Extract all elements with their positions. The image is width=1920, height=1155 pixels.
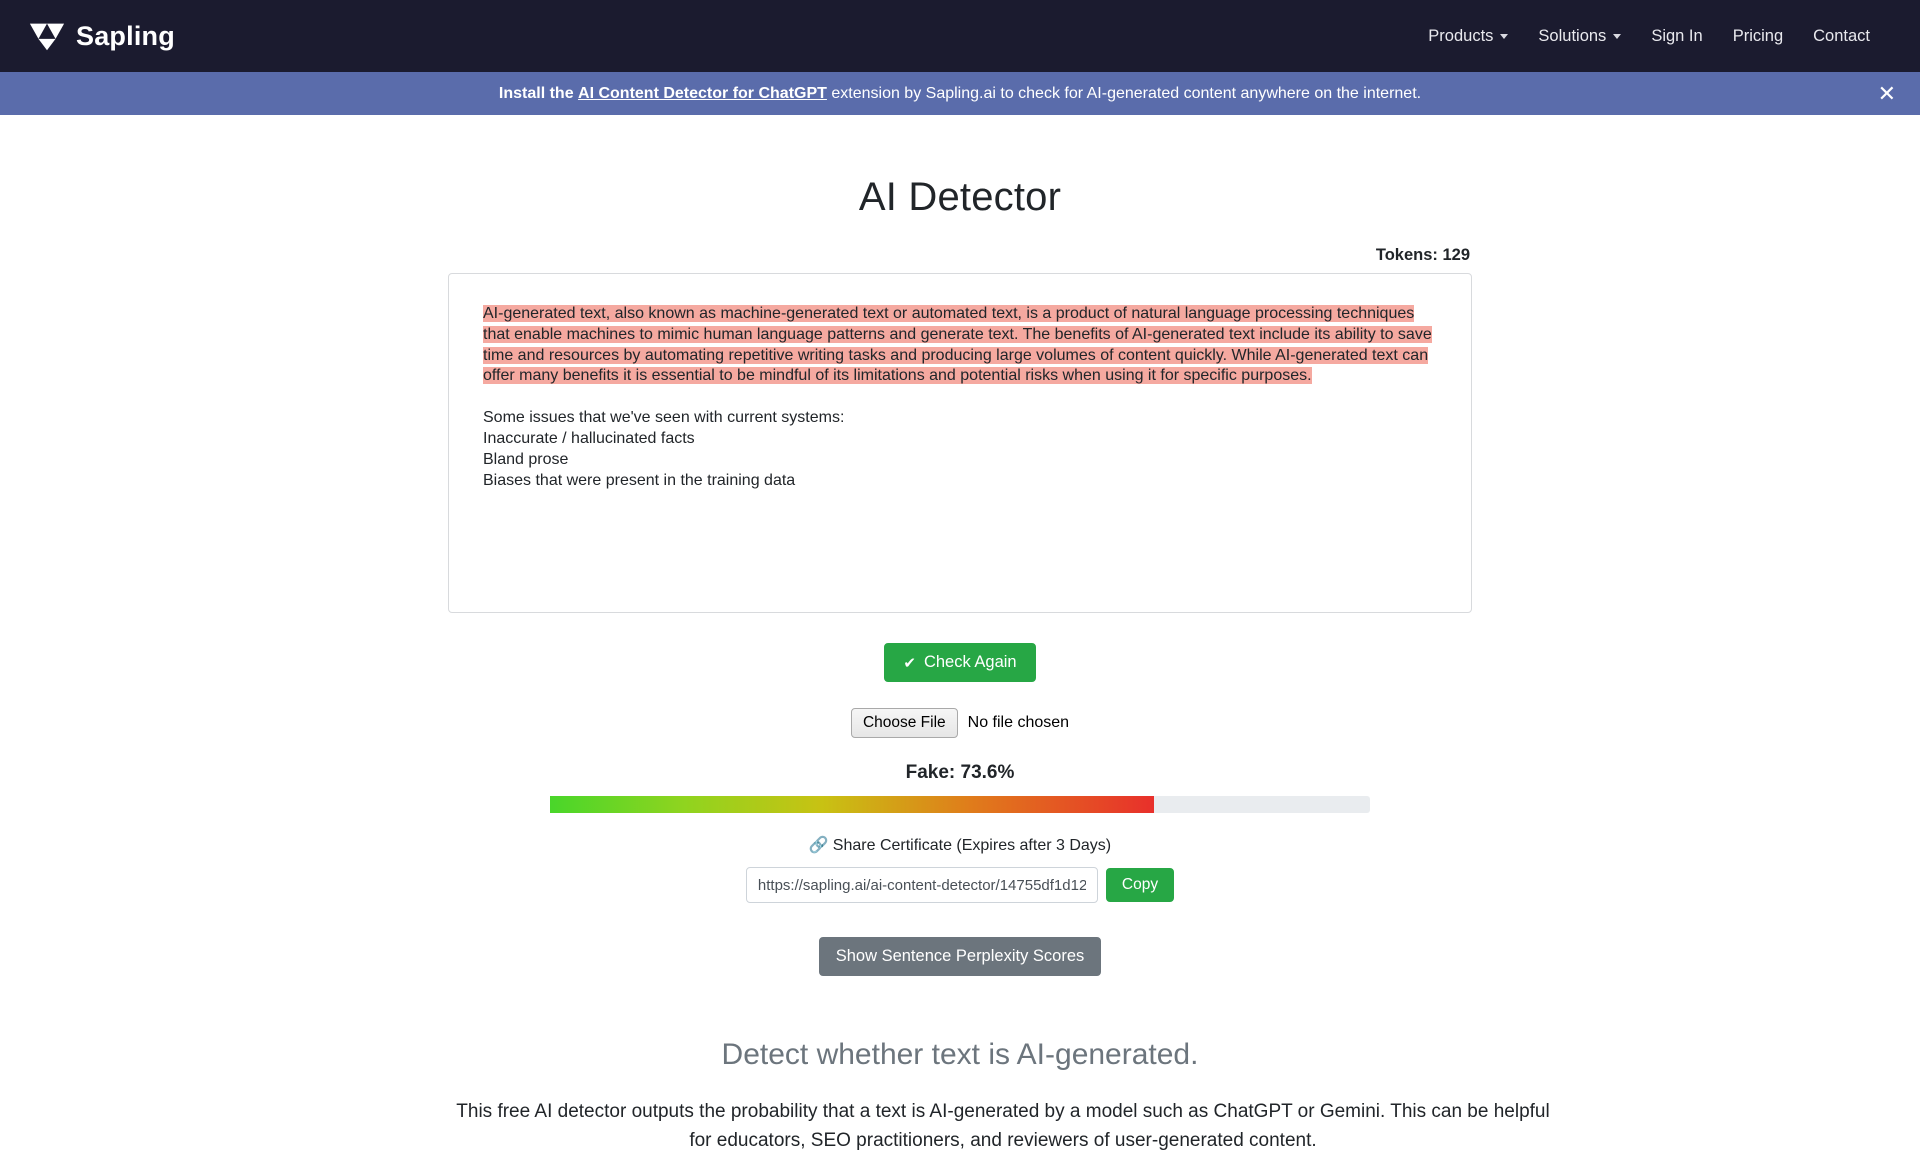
editor-line-1: Some issues that we've seen with current systems: <box>483 409 845 427</box>
share-url-row <box>448 867 1472 903</box>
promo-prefix: Install the <box>498 84 579 102</box>
promo-banner <box>0 72 1920 115</box>
link-icon: 🔗 <box>808 837 829 854</box>
nav-item-contact[interactable]: Contact <box>1813 26 1870 45</box>
fake-score-label: Fake: 73.6% <box>905 762 1015 783</box>
promo-extension-link[interactable]: AI Content Detector for ChatGPT <box>578 84 827 102</box>
editor-highlighted-paragraph <box>483 304 1437 387</box>
score-progress-fill <box>550 796 1154 813</box>
nav-item-solutions[interactable] <box>1538 27 1621 46</box>
nav-item-sign-in[interactable]: Sign In <box>1651 26 1703 45</box>
show-sentence-perplexity-button[interactable]: Show Sentence Perplexity Scores <box>819 937 1102 976</box>
promo-suffix: extension by Sapling.ai to check for AI-generated content anywhere on the internet. <box>826 84 1422 102</box>
file-upload-row <box>448 708 1472 738</box>
editor-line-2: Inaccurate / hallucinated facts <box>483 429 695 447</box>
perplexity-button-row <box>448 903 1472 976</box>
nav-links <box>1428 27 1892 46</box>
brand-name: Sapling <box>76 20 175 51</box>
editor-line-3: Bland prose <box>483 450 569 468</box>
top-navbar <box>0 0 1920 72</box>
ai-highlight-span: AI-generated text, also known as machine-generated text or automated text, is a product of natural language processing techniques that enable machines to mimic human language patterns and generate text. The benefits of AI-generated text include its ability to save time and resources by automating repetitive writing tasks and producing large volumes of content quickly. While AI-generated text can offer many benefits it is essential to be mindful of its limitations and potential risks when using it for specific purposes. <box>483 305 1432 385</box>
check-icon: ✔ <box>903 654 916 672</box>
sapling-leaf-icon <box>28 19 66 53</box>
page-content <box>0 115 1920 1155</box>
choose-file-button[interactable]: Choose File <box>851 708 958 738</box>
nav-item-products[interactable] <box>1428 27 1508 46</box>
check-again-label: Check Again <box>923 653 1017 671</box>
check-again-button[interactable] <box>884 643 1035 682</box>
footer-heading: Detect whether text is AI-generated. <box>721 1038 1199 1071</box>
chevron-down-icon <box>1613 34 1621 39</box>
share-url-input[interactable] <box>746 867 1098 903</box>
check-button-row <box>448 613 1472 682</box>
promo-banner-text <box>499 85 1421 103</box>
brand-logo-link[interactable] <box>28 19 175 53</box>
footer-body: This free AI detector outputs the probability that a text is AI-generated by a model such as ChatGPT or Gemini. This can be helpful for educators, SEO practitioners, and reviewers of user-generated content. <box>456 1101 1550 1151</box>
score-progress-bar <box>550 796 1370 813</box>
chevron-down-icon <box>1500 34 1508 39</box>
nav-item-solutions-label: Solutions <box>1538 26 1607 45</box>
nav-item-pricing[interactable]: Pricing <box>1732 26 1784 45</box>
copy-button[interactable]: Copy <box>1106 868 1174 902</box>
close-icon[interactable]: ✕ <box>1877 80 1896 106</box>
text-editor[interactable] <box>448 273 1472 613</box>
share-certificate-label <box>448 835 1472 855</box>
token-count: Tokens: 129 <box>1375 246 1470 264</box>
editor-line-4: Biases that were present in the training data <box>483 471 796 489</box>
detector-container <box>448 175 1550 1155</box>
share-certificate-text: Share Certificate (Expires after 3 Days) <box>832 837 1112 854</box>
file-chosen-status: No file chosen <box>967 714 1070 731</box>
page-title: AI Detector <box>858 175 1062 219</box>
nav-item-products-label: Products <box>1428 26 1494 45</box>
editor-blank-line <box>483 387 1437 408</box>
